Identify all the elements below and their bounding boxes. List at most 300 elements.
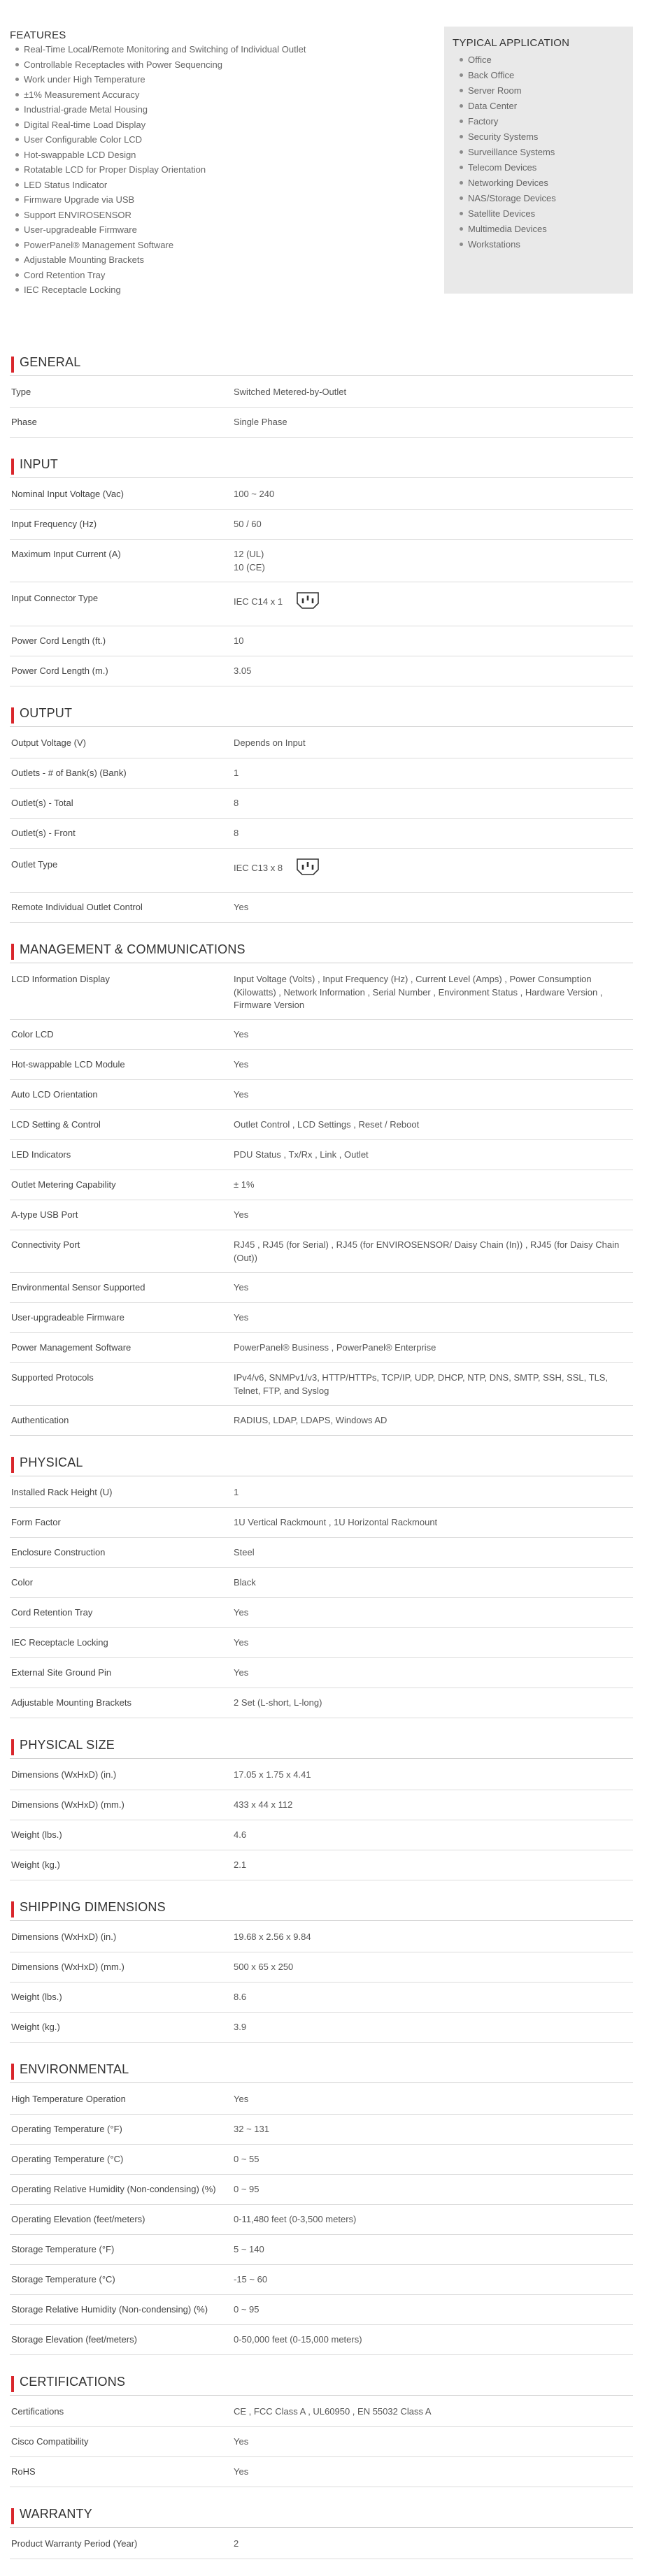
- section-title: SHIPPING DIMENSIONS: [20, 1899, 166, 1914]
- spec-label: Hot-swappable LCD Module: [11, 1059, 125, 1070]
- spec-value-text: 1U Vertical Rackmount , 1U Horizontal Rackmount: [234, 1516, 438, 1527]
- spec-row: [10, 510, 633, 540]
- spec-value-text: RJ45 , RJ45 (for Serial) , RJ45 (for ENVIROSENSOR/ Daisy Chain (In)) , RJ45 (for Daisy Chain (Out)): [234, 1239, 620, 1264]
- spec-value-text: Yes: [234, 1089, 249, 1100]
- spec-value: [234, 1508, 633, 1537]
- section-title: PHYSICAL SIZE: [20, 1737, 115, 1752]
- section-input: [10, 438, 633, 686]
- spec-label: Dimensions (WxHxD) (mm.): [11, 1799, 125, 1810]
- spec-sections: [10, 336, 633, 2559]
- spec-label: Connectivity Port: [11, 1239, 80, 1251]
- features-list: [10, 42, 401, 298]
- spec-value-text: Yes: [234, 1059, 249, 1070]
- spec-row: [10, 1200, 633, 1230]
- spec-label: LCD Information Display: [11, 973, 110, 984]
- spec-row: [10, 656, 633, 686]
- spec-value: [234, 1658, 633, 1688]
- feature-item: User-upgradeable Firmware: [10, 222, 401, 238]
- spec-value-text: Yes: [234, 1636, 249, 1648]
- section-management-communications: [10, 923, 633, 1436]
- iec-c14-plug-icon: [295, 591, 320, 614]
- spec-value-text: 100 ~ 240: [234, 489, 275, 499]
- section-physical: [10, 1436, 633, 1718]
- spec-label: High Temperature Operation: [11, 2093, 126, 2104]
- spec-value: [234, 1140, 633, 1170]
- spec-value: [234, 728, 633, 758]
- feature-item: LED Status Indicator: [10, 178, 401, 193]
- spec-value: [234, 789, 633, 818]
- feature-item: Controllable Receptacles with Power Sequencing: [10, 57, 401, 73]
- feature-item: Support ENVIROSENSOR: [10, 208, 401, 223]
- spec-label: Power Cord Length (ft.): [11, 635, 106, 646]
- section-header: [10, 686, 633, 727]
- spec-value: [234, 2529, 633, 2559]
- section-header: [10, 1880, 633, 1921]
- spec-label: Supported Protocols: [11, 1372, 94, 1383]
- spec-row: [10, 2145, 633, 2175]
- spec-label: Dimensions (WxHxD) (in.): [11, 1931, 117, 1942]
- section-warranty: [10, 2487, 633, 2559]
- spec-row: [10, 1273, 633, 1303]
- spec-value: [234, 2115, 633, 2144]
- section-output: [10, 686, 633, 923]
- spec-value: [234, 1628, 633, 1657]
- spec-label: Storage Temperature (°F): [11, 2243, 115, 2254]
- spec-value-text: 1: [234, 1486, 239, 1497]
- spec-label: Phase: [11, 417, 37, 427]
- section-accent-bar: [11, 944, 14, 960]
- spec-row: [10, 1760, 633, 1790]
- spec-value: [234, 819, 633, 848]
- spec-value: [234, 1020, 633, 1049]
- spec-row: [10, 1628, 633, 1658]
- spec-value-text: Yes: [234, 1029, 249, 1040]
- spec-value-text: 8: [234, 827, 239, 838]
- spec-row: [10, 1230, 633, 1273]
- spec-value: [234, 1850, 633, 1880]
- feature-item: User Configurable Color LCD: [10, 132, 401, 147]
- spec-row: [10, 582, 633, 626]
- spec-row: [10, 2265, 633, 2295]
- spec-value: [234, 1598, 633, 1627]
- spec-row: [10, 2235, 633, 2265]
- section-accent-bar: [11, 2376, 14, 2392]
- spec-row: [10, 2529, 633, 2559]
- spec-value-text: Yes: [234, 1606, 249, 1618]
- spec-label: Type: [11, 387, 31, 397]
- features-block: [10, 21, 401, 298]
- spec-label: Weight (kg.): [11, 1859, 60, 1870]
- spec-value: [234, 1050, 633, 1079]
- spec-label: Storage Elevation (feet/meters): [11, 2333, 137, 2345]
- spec-label: Form Factor: [11, 1516, 61, 1527]
- spec-value-text: 8.6: [234, 1991, 247, 2002]
- section-general: [10, 336, 633, 438]
- feature-item: PowerPanel® Management Software: [10, 238, 401, 253]
- feature-item: Rotatable LCD for Proper Display Orientation: [10, 162, 401, 178]
- section-title: WARRANTY: [20, 2506, 92, 2521]
- feature-item: Industrial-grade Metal Housing: [10, 102, 401, 117]
- section-accent-bar: [11, 1901, 14, 1917]
- spec-value: [234, 510, 633, 539]
- spec-row: [10, 1688, 633, 1718]
- spec-value: [234, 1538, 633, 1567]
- spec-label: Enclosure Construction: [11, 1546, 106, 1557]
- spec-label: LCD Setting & Control: [11, 1119, 101, 1130]
- spec-value-text: 10: [234, 635, 244, 646]
- section-accent-bar: [11, 459, 14, 475]
- spec-label: Operating Temperature (°C): [11, 2153, 124, 2164]
- feature-item: Hot-swappable LCD Design: [10, 147, 401, 163]
- spec-label: Operating Temperature (°F): [11, 2123, 122, 2134]
- section-accent-bar: [11, 357, 14, 373]
- section-header: [10, 1436, 633, 1476]
- spec-label: Dimensions (WxHxD) (mm.): [11, 1961, 125, 1972]
- spec-value: [234, 540, 633, 582]
- section-header: [10, 2355, 633, 2396]
- section-accent-bar: [11, 707, 14, 724]
- spec-row: [10, 1568, 633, 1598]
- spec-row: [10, 2397, 633, 2427]
- spec-label: User-upgradeable Firmware: [11, 1311, 125, 1323]
- spec-value: [234, 582, 633, 626]
- spec-label: Power Management Software: [11, 1341, 131, 1353]
- typical-application-item: Security Systems: [453, 129, 626, 145]
- spec-label: Cord Retention Tray: [11, 1606, 93, 1618]
- section-physical-size: [10, 1718, 633, 1880]
- section-title: PHYSICAL: [20, 1455, 83, 1469]
- spec-value: [234, 2013, 633, 2042]
- spec-value: [234, 1273, 633, 1302]
- spec-value-text: ± 1%: [234, 1179, 255, 1190]
- spec-value: [234, 1363, 633, 1405]
- spec-row: [10, 1952, 633, 1983]
- spec-value: [234, 2457, 633, 2487]
- feature-item: Adjustable Mounting Brackets: [10, 252, 401, 268]
- spec-row: [10, 1983, 633, 2013]
- spec-row: [10, 2295, 633, 2325]
- spec-value: [234, 480, 633, 509]
- spec-value: [234, 408, 633, 437]
- spec-value: [234, 1333, 633, 1362]
- spec-row: [10, 1110, 633, 1140]
- spec-value-text: 5 ~ 140: [234, 2243, 264, 2254]
- spec-row: [10, 2013, 633, 2043]
- spec-value: [234, 1406, 633, 1435]
- spec-label: Input Connector Type: [11, 592, 99, 603]
- spec-label: Authentication: [11, 1414, 69, 1425]
- spec-value-text: IEC C14 x 1: [234, 596, 283, 607]
- section-header: [10, 2487, 633, 2528]
- section-header: [10, 336, 633, 376]
- spec-value: [234, 626, 633, 656]
- spec-value: [234, 377, 633, 407]
- spec-label: Outlet Metering Capability: [11, 1179, 116, 1190]
- spec-value-text: Switched Metered-by-Outlet: [234, 387, 347, 397]
- section-title: INPUT: [20, 457, 58, 471]
- spec-row: [10, 819, 633, 849]
- spec-value: [234, 849, 633, 892]
- spec-value-text: Outlet Control , LCD Settings , Reset / Reboot: [234, 1119, 420, 1130]
- spec-value: [234, 1760, 633, 1790]
- spec-value: [234, 965, 633, 1020]
- spec-row: [10, 1170, 633, 1200]
- typical-application-item: Server Room: [453, 83, 626, 99]
- spec-value: [234, 1790, 633, 1820]
- typical-application-box: [444, 27, 633, 294]
- feature-item: ±1% Measurement Accuracy: [10, 87, 401, 103]
- spec-label: Color: [11, 1576, 34, 1588]
- spec-value: [234, 1952, 633, 1982]
- iec-c13-outlet-icon: [295, 858, 320, 880]
- section-header: [10, 923, 633, 963]
- spec-label: A-type USB Port: [11, 1209, 78, 1221]
- spec-value: [234, 2265, 633, 2294]
- spec-row: [10, 1080, 633, 1110]
- spec-value-text: 12 (UL): [234, 549, 264, 559]
- spec-row: [10, 1303, 633, 1333]
- spec-row: [10, 1658, 633, 1688]
- section-shipping-dimensions: [10, 1880, 633, 2043]
- spec-row: [10, 1406, 633, 1436]
- spec-value-text: Input Voltage (Volts) , Input Frequency (Hz) , Current Level (Amps) , Power Consumption (Kilowatts) , Network Information , Serial Number , Environment Status , Hardware Version , Firmware Version: [234, 973, 603, 1011]
- spec-row: [10, 758, 633, 789]
- spec-label: Certifications: [11, 2405, 64, 2417]
- spec-value-text: 0 ~ 55: [234, 2153, 259, 2164]
- spec-value-text: Single Phase: [234, 417, 287, 427]
- spec-value: [234, 2175, 633, 2204]
- spec-value: [234, 1230, 633, 1272]
- spec-value-text: Yes: [234, 1311, 249, 1323]
- spec-label: RoHS: [11, 2466, 36, 2477]
- feature-item: Work under High Temperature: [10, 72, 401, 87]
- spec-value-text: 8: [234, 797, 239, 808]
- spec-row: [10, 2457, 633, 2487]
- spec-value-text: IPv4/v6, SNMPv1/v3, HTTP/HTTPs, TCP/IP, UDP, DHCP, NTP, DNS, SMTP, SSH, SSL, TLS, Telnet, FTP, and Syslog: [234, 1372, 609, 1396]
- spec-row: [10, 789, 633, 819]
- spec-value-text: Yes: [234, 1209, 249, 1221]
- spec-row: [10, 1478, 633, 1508]
- spec-value-text: PowerPanel® Business , PowerPanel® Enterprise: [234, 1341, 436, 1353]
- spec-row: [10, 2205, 633, 2235]
- section-title: CERTIFICATIONS: [20, 2374, 126, 2389]
- spec-value: [234, 1303, 633, 1332]
- spec-value: [234, 2295, 633, 2324]
- section-title: MANAGEMENT & COMMUNICATIONS: [20, 942, 246, 956]
- spec-value: [234, 656, 633, 686]
- spec-row: [10, 1820, 633, 1850]
- spec-label: Remote Individual Outlet Control: [11, 901, 143, 912]
- spec-value-text: 0-11,480 feet (0-3,500 meters): [234, 2213, 357, 2224]
- spec-value-text: 2.1: [234, 1859, 247, 1870]
- spec-value: [234, 1170, 633, 1200]
- spec-label: LED Indicators: [11, 1149, 71, 1160]
- spec-label: Weight (kg.): [11, 2021, 60, 2032]
- spec-row: [10, 1050, 633, 1080]
- typical-application-item: Factory: [453, 114, 626, 129]
- spec-label: Outlet(s) - Total: [11, 797, 73, 808]
- typical-application-item: Back Office: [453, 68, 626, 83]
- spec-label: Product Warranty Period (Year): [11, 2538, 138, 2549]
- spec-row: [10, 2115, 633, 2145]
- spec-row: [10, 728, 633, 758]
- spec-label: External Site Ground Pin: [11, 1667, 112, 1678]
- typical-application-list: [453, 52, 626, 252]
- spec-value: [234, 1478, 633, 1507]
- section-title: GENERAL: [20, 355, 81, 369]
- spec-value-text: 2: [234, 2538, 239, 2549]
- spec-value-text: 0-50,000 feet (0-15,000 meters): [234, 2333, 362, 2345]
- spec-row: [10, 1363, 633, 1406]
- section-header: [10, 438, 633, 478]
- spec-row: [10, 408, 633, 438]
- spec-row: [10, 2325, 633, 2355]
- spec-value-text: Yes: [234, 901, 249, 912]
- spec-label: Outlet Type: [11, 858, 58, 870]
- spec-value: [234, 2085, 633, 2114]
- spec-label: Color LCD: [11, 1029, 54, 1040]
- spec-value: [234, 1568, 633, 1597]
- spec-row: [10, 1140, 633, 1170]
- spec-value-text: CE , FCC Class A , UL60950 , EN 55032 Class A: [234, 2405, 432, 2417]
- feature-item: Firmware Upgrade via USB: [10, 192, 401, 208]
- spec-row: [10, 1790, 633, 1820]
- typical-application-item: Telecom Devices: [453, 160, 626, 175]
- spec-label: Installed Rack Height (U): [11, 1486, 113, 1497]
- spec-row: [10, 1333, 633, 1363]
- spec-value-text: 2 Set (L-short, L-long): [234, 1697, 322, 1708]
- spec-row: [10, 1508, 633, 1538]
- spec-label: Operating Relative Humidity (Non-condensing) (%): [11, 2183, 216, 2194]
- typical-application-item: NAS/Storage Devices: [453, 191, 626, 206]
- spec-value-text: -15 ~ 60: [234, 2273, 268, 2284]
- spec-value-text: 32 ~ 131: [234, 2123, 269, 2134]
- spec-value-text: 500 x 65 x 250: [234, 1961, 294, 1972]
- spec-label: Storage Relative Humidity (Non-condensing) (%): [11, 2303, 208, 2315]
- spec-value-text: 50 / 60: [234, 519, 262, 529]
- feature-item: Digital Real-time Load Display: [10, 117, 401, 133]
- typical-application-heading: TYPICAL APPLICATION: [453, 37, 570, 49]
- feature-item: IEC Receptacle Locking: [10, 282, 401, 298]
- spec-label: Outlet(s) - Front: [11, 827, 76, 838]
- spec-label: Power Cord Length (m.): [11, 665, 108, 676]
- spec-value: [234, 1200, 633, 1230]
- spec-row: [10, 2175, 633, 2205]
- spec-value: [234, 2397, 633, 2426]
- spec-value: [234, 893, 633, 922]
- spec-label: Maximum Input Current (A): [11, 549, 121, 559]
- spec-label: Operating Elevation (feet/meters): [11, 2213, 145, 2224]
- spec-row: [10, 1020, 633, 1050]
- spec-value: [234, 2427, 633, 2456]
- spec-value: [234, 1688, 633, 1718]
- spec-row: [10, 480, 633, 510]
- spec-label: Output Voltage (V): [11, 737, 86, 748]
- spec-value-text: 1: [234, 767, 239, 778]
- spec-row: [10, 1598, 633, 1628]
- spec-label: Adjustable Mounting Brackets: [11, 1697, 131, 1708]
- features-heading: FEATURES: [10, 29, 66, 41]
- spec-label: Input Frequency (Hz): [11, 519, 97, 529]
- section-certifications: [10, 2355, 633, 2487]
- typical-application-item: Networking Devices: [453, 175, 626, 191]
- overview: [10, 21, 633, 336]
- spec-value-text: Yes: [234, 2093, 249, 2104]
- spec-label: Environmental Sensor Supported: [11, 1281, 145, 1293]
- spec-label: Weight (lbs.): [11, 1991, 62, 2002]
- spec-label: Storage Temperature (°C): [11, 2273, 115, 2284]
- spec-row: [10, 626, 633, 656]
- spec-value-text: Yes: [234, 1281, 249, 1293]
- section-header: [10, 1718, 633, 1759]
- spec-value: [234, 2235, 633, 2264]
- section-title: OUTPUT: [20, 705, 73, 720]
- spec-label: Cisco Compatibility: [11, 2435, 89, 2447]
- spec-label: Outlets - # of Bank(s) (Bank): [11, 767, 127, 778]
- spec-row: [10, 2085, 633, 2115]
- feature-item: Cord Retention Tray: [10, 268, 401, 283]
- spec-value-text: Yes: [234, 2466, 249, 2477]
- spec-value-text: PDU Status , Tx/Rx , Link , Outlet: [234, 1149, 369, 1160]
- section-accent-bar: [11, 2508, 14, 2524]
- section-header: [10, 2043, 633, 2083]
- spec-label: Auto LCD Orientation: [11, 1089, 98, 1100]
- spec-row: [10, 893, 633, 923]
- spec-value: [234, 1922, 633, 1952]
- section-accent-bar: [11, 1457, 14, 1473]
- spec-label: IEC Receptacle Locking: [11, 1636, 108, 1648]
- spec-label: Weight (lbs.): [11, 1829, 62, 1840]
- spec-row: [10, 965, 633, 1021]
- spec-value-text: Depends on Input: [234, 737, 306, 748]
- spec-row: [10, 377, 633, 408]
- spec-value-text: Steel: [234, 1546, 255, 1557]
- section-accent-bar: [11, 1739, 14, 1755]
- spec-row: [10, 1850, 633, 1880]
- spec-value-text: 0 ~ 95: [234, 2183, 259, 2194]
- spec-value: [234, 1820, 633, 1850]
- spec-row: [10, 849, 633, 893]
- spec-label: Nominal Input Voltage (Vac): [11, 489, 124, 499]
- spec-value: [234, 2325, 633, 2354]
- spec-value-text: 3.05: [234, 665, 252, 676]
- spec-row: [10, 540, 633, 582]
- typical-application-item: Multimedia Devices: [453, 222, 626, 237]
- spec-value-text: 10 (CE): [234, 561, 265, 573]
- spec-value: [234, 2205, 633, 2234]
- typical-application-item: Data Center: [453, 99, 626, 114]
- spec-row: [10, 1538, 633, 1568]
- spec-row: [10, 2427, 633, 2457]
- spec-row: [10, 1922, 633, 1952]
- spec-label: Dimensions (WxHxD) (in.): [11, 1769, 117, 1780]
- spec-value-text: 3.9: [234, 2021, 247, 2032]
- spec-value-text: Black: [234, 1576, 256, 1588]
- typical-application-item: Office: [453, 52, 626, 68]
- spec-value: [234, 1110, 633, 1139]
- spec-value-text: Yes: [234, 1667, 249, 1678]
- feature-item: Real-Time Local/Remote Monitoring and Switching of Individual Outlet: [10, 42, 401, 57]
- spec-value-text: 17.05 x 1.75 x 4.41: [234, 1769, 311, 1780]
- spec-value-text: IEC C13 x 8: [234, 863, 283, 874]
- typical-application-item: Satellite Devices: [453, 206, 626, 222]
- spec-value: [234, 1983, 633, 2012]
- section-environmental: [10, 2043, 633, 2355]
- spec-value-text: 19.68 x 2.56 x 9.84: [234, 1931, 311, 1942]
- typical-application-item: Surveillance Systems: [453, 145, 626, 160]
- spec-value-text: 433 x 44 x 112: [234, 1799, 293, 1810]
- spec-value: [234, 1080, 633, 1109]
